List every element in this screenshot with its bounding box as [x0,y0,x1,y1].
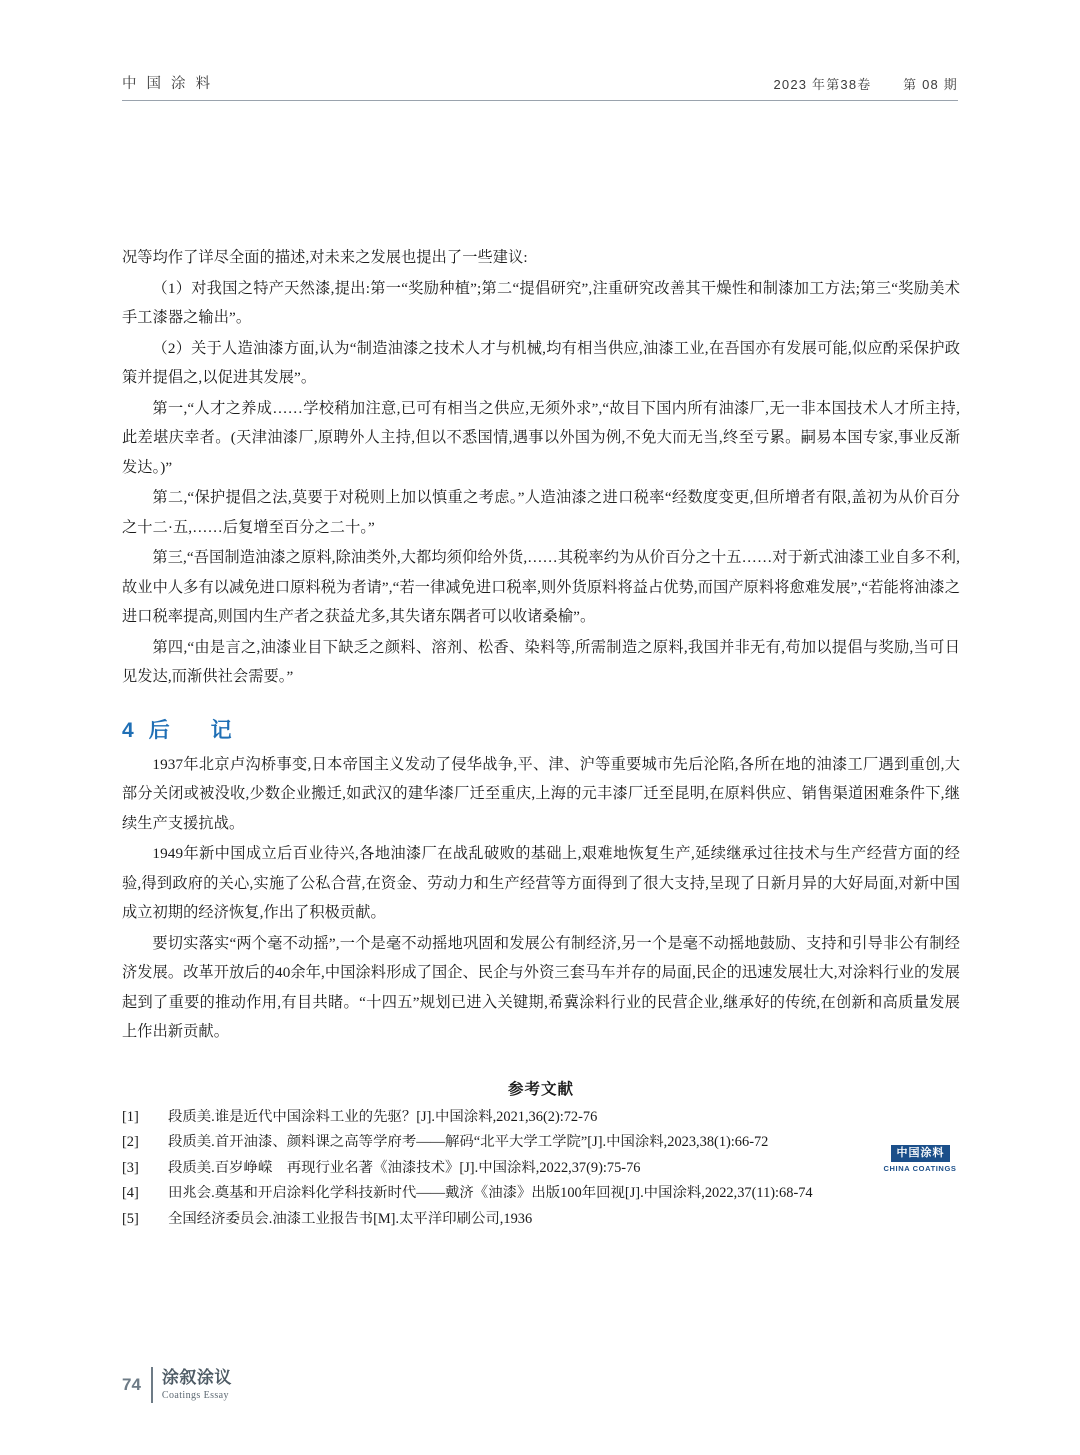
china-coatings-logo [882,1144,958,1173]
reference-text: 段质美.首开油漆、颜料课之高等学府考——解码“北平大学工学院”[J].中国涂料,2023,38(1):66-72 [168,1134,769,1150]
issue-info [773,74,958,93]
reference-text: 段质美.谁是近代中国涂料工业的先驱？[J].中国涂料,2021,36(2):72-76 [168,1108,598,1125]
logo-label-en: CHINA COATINGS [883,1164,957,1173]
issue-year: 2023 年第38卷 [773,77,872,92]
journal-name: 中 国 涂 料 [122,76,214,92]
column-title-en: Coatings Essay [161,1390,229,1402]
reference-text: 全国经济委员会.油漆工业报告书[M].太平洋印刷公司,1936 [168,1210,533,1227]
page-number: 74 [122,1375,141,1394]
issue-number: 第 08 期 [903,77,958,92]
paragraph: （2）关于人造油漆方面,认为“制造油漆之技术人才与机械,均有相当供应,油漆工业,在吾国亦有发展可能,似应酌采保护政策并提倡之,以促进其发展”。 [122,339,960,386]
page-footer [122,1367,232,1403]
page-header [122,72,958,101]
section-heading [122,714,960,744]
paragraph: 第三,“吾国制造油漆之原料,除油类外,大都均须仰给外货,……其税率约为从价百分之十五……对于新式油漆工业自多不利,故业中人多有以减免进口原料税为者请”,“若一律减免进口税率,则外货原料将益占优势,而国产原料将愈难发展”,“若能将油漆之进口税率提高,则国内生产者之获益尤多,其失诸东隅者可以收诸桑榆”。 [122,549,960,625]
list-item [122,1105,960,1131]
paragraph: 1937年北京卢沟桥事变,日本帝国主义发动了侵华战争,平、津、沪等重要城市先后沦陷,各所在地的油漆工厂遇到重创,大部分关闭或被没收,少数企业搬迁,如武汉的建华漆厂迁至重庆,上海的元丰漆厂迁至昆明,在原料供应、销售渠道困难条件下,继续生产支援抗战。 [122,755,960,832]
paragraph: 第四,“由是言之,油漆业目下缺乏之颜料、溶剂、松香、染料等,所需制造之原料,我国并非无有,苟加以提倡与奖励,当可日见发达,而渐供社会需要。” [122,638,960,685]
reference-text: 田兆会.奠基和开启涂料化学科技新时代——戴济《油漆》出版100年回视[J].中国涂料,2022,37(11):68-74 [168,1185,813,1201]
reference-number: [2] [122,1134,139,1150]
section-number: 4 [122,718,135,742]
references-title: 参考文献 [507,1080,574,1098]
reference-text: 段质美.百岁峥嵘 再现行业名著《油漆技术》[J].中国涂料,2022,37(9):75-76 [168,1159,641,1176]
logo-label-cn: 中国涂料 [891,1145,950,1162]
reference-number: [3] [122,1159,139,1176]
paragraph: 1949年新中国成立后百业待兴,各地油漆厂在战乱破败的基础上,艰难地恢复生产,延续继承过往技术与生产经营方面的经验,得到政府的关心,实施了公私合营,在资金、劳动力和生产经营等方面得到了很大支持,呈现了日新月异的大好局面,对新中国成立初期的经济恢复,作出了积极贡献。 [122,845,960,921]
footer-column-title [162,1368,232,1401]
paragraph: 第一,“人才之养成……学校稍加注意,已可有相当之供应,无须外求”,“故目下国内所有油漆厂,无一非本国技术人才所主持,此差堪庆幸者。(天津油漆厂,原聘外人主持,但以不悉国情,遇事以外国为例,不免大而无当,终至亏累。嗣易本国专家,事业反渐发达。)” [122,399,960,476]
section-title: 后 记 [148,718,242,742]
reference-number: [1] [122,1108,139,1125]
references-list [122,1105,960,1233]
paragraph: 况等均作了详尽全面的描述,对未来之发展也提出了一些建议: [122,249,528,266]
reference-number: [4] [122,1185,139,1201]
list-item [122,1207,960,1233]
paragraph: 要切实落实“两个毫不动摇”,一个是毫不动摇地巩固和发展公有制经济,另一个是毫不动摇地鼓励、支持和引导非公有制经济发展。改革开放后的40余年,中国涂料形成了国企、民企与外资三套马车并存的局面,民企的迅速发展壮大,对涂料行业的发展起到了重要的推动作用,有目共睹。“十四五”规划已进入关键期,希冀涂料行业的民营企业,继承好的传统,在创新和高质量发展上作出新贡献。 [122,934,960,1040]
article-body [122,243,960,1232]
paragraph: （1）对我国之特产天然漆,提出:第一“奖励种植”;第二“提倡研究”,注重研究改善其干燥性和制漆加工方法;第三“奖励美术手工漆器之输出”。 [122,279,960,326]
reference-number: [5] [122,1210,139,1227]
footer-divider [151,1367,153,1403]
list-item [122,1181,960,1207]
list-item [122,1130,960,1156]
paragraph: 第二,“保护提倡之法,莫要于对税则上加以慎重之考虑。”人造油漆之进口税率“经数度变更,但所增者有限,盖初为从价百分之十二·五,……后复增至百分之二十。” [122,489,960,536]
column-title-cn: 涂叙涂议 [161,1368,232,1388]
list-item [122,1156,960,1182]
